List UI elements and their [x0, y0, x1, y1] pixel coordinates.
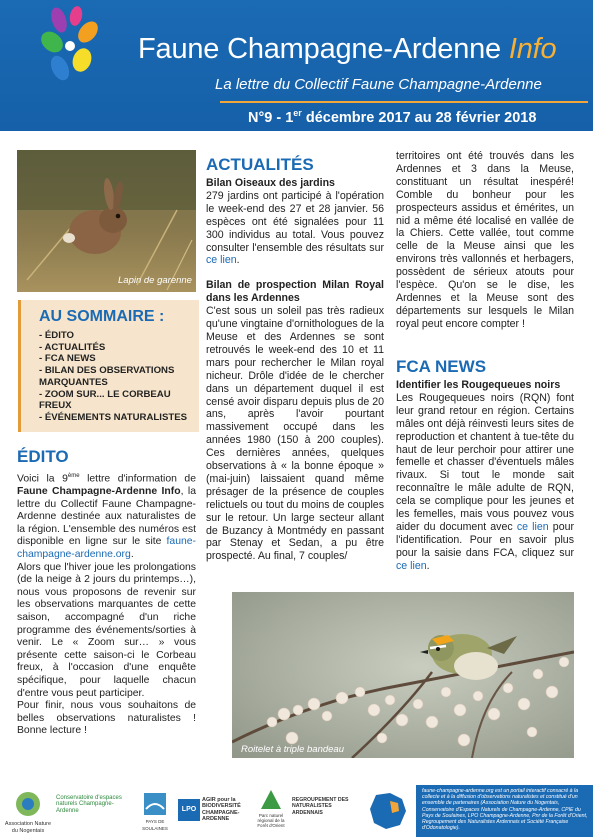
summary-item[interactable]: - FCA NEWS: [39, 353, 96, 365]
rabbit-photo: [17, 150, 196, 292]
newsletter-title: Faune Champagne-Ardenne Info: [138, 33, 557, 65]
footer: [0, 785, 593, 837]
logo-conservatoire: Conservatoire d'espaces naturels Champagne-Ardenne: [56, 795, 122, 814]
rabbit-caption: Lapin de garenne: [118, 275, 192, 286]
summary-item[interactable]: - BILAN DES OBSERVATIONS MARQUANTES: [39, 365, 175, 388]
article-title-milan: Bilan de prospection Milan Royal dans les Ardennes: [206, 279, 384, 305]
summary-item[interactable]: - ÉVÉNEMENTS NATURALISTES: [39, 411, 187, 423]
fca-news-title: Identifier les Rougequeues noirs: [396, 379, 561, 391]
fca-news-heading: FCA NEWS: [396, 357, 487, 376]
fca-news-text: Identifier les Rougequeues noirs Les Rougequeues noirs (RQN) font leur grand retour en région. Certains mâles ont déjà réinvesti leurs sites de reproduction et chantent à tue-tête du haut de leur perchoir pour attirer une femelle et chasser d'éventuels mâles rivaux. Si tout le monde sait reconnaître le mâle adulte de RQN, cela se complique pour les jeunes et les femelles, mais vous pouvez vous aider du document avec ce lien pour l'identification. Pour en savoir plus pour la saisie dans FCA, cliquez sur ce lien.: [396, 379, 575, 572]
summary-list: [39, 330, 197, 424]
edito-paragraph-3: Pour finir, nous vous souhaitons de belles observations naturalistes ! Bonne lecture !: [17, 700, 196, 737]
rqn-document-link[interactable]: ce lien: [516, 520, 549, 533]
summary-title: AU SOMMAIRE :: [39, 308, 165, 325]
logo-pnr-foret-orient: Parc naturel régional de la Forêt d'Orient: [252, 789, 290, 828]
forest-icon: [259, 789, 283, 811]
jardins-results-link[interactable]: ce lien: [206, 254, 237, 267]
newsletter-subtitle: La lettre du Collectif Faune Champagne-Ardenne: [215, 76, 542, 93]
article-milan-text: C'est sous un soleil pas très radieux qu'une vingtaine d'ornithologues de la Meuse et des Ardennes se sont retrouvés le week-end des 10 et 11 mars pour rechercher le Milan royal nicheur. Drôle d'idée de le chercher dans un département duquel il est censé avoir disparu depuis plus de 20 ans, après l'avoir pourtant massivement occupé dans les années 1980 (150 à 200 couples). Ces dernières années, quelques observations à « la bonne époque » (mai-juin) laissaient quand même présager de la présence de couples relictuels ou tout du moins de couples sur le retour. Un large secteur allant de Buzancy à Montmédy en passant par Stenay et Sedan, a pu être prospecté. Au final, 7 couples/: [206, 305, 384, 563]
edito-paragraph-1: Voici la 9ème lettre d'information de Faune Champagne-Ardenne Info, la lettre du Collectif Faune Champagne-Ardenne destinée aux naturalistes de la région. L'ensemble des numéros est disponible en ligne sur le site faune-champagne-ardenne.org.: [17, 473, 196, 561]
actualites-column: [206, 177, 384, 563]
issue-line: N°9 - 1er décembre 2017 au 28 février 2018: [248, 108, 537, 126]
bird-photo: [232, 592, 574, 758]
summary-item[interactable]: - ÉDITO: [39, 330, 75, 341]
logo-pays-soulaines: PAYS DE SOULAINES: [134, 791, 176, 832]
footer-description: faune-champagne-ardenne.org est un portail interactif consacré à la collecte et à la diffusion d'observations naturalistes et constitué d'un ensemble de partenaires (Association Nature du Nogentais, Conservatoire d'Espaces Naturels de Champagne-Ardenne, CPIE du Pays de Soulaines, LPO Champagne-Ardenne, Pnr de la Forêt d'Orient, Regroupement des Naturalistes Ardennais et Société Française d'Odonatologie).: [422, 788, 588, 832]
rabbit-image: [17, 150, 196, 292]
actualites-heading: ACTUALITÉS: [206, 155, 314, 174]
logo-agir-biodiversite: AGIR pour la BIODIVERSITÉ CHAMPAGNE-ARDENNE: [202, 797, 241, 822]
edito-paragraph-2: Alors que l'hiver joue les prolongations (de la neige à 2 jours du printemps…), nous vous proposons de revenir sur les observations marquantes de cette saison, accompagné d'un riche programme des événements/sorties à venir. Le « Zoom sur… » vous présente cette saison-ci le Corbeau freux, à l'occasion d'une enquête spécifique, pour laquelle chacun d'entre vous peut participer.: [17, 561, 196, 699]
milan-continued: territoires ont été trouvés dans les Ardennes et 3 dans la Meuse, constituant un résultat inespéré! Comble du bonheur pour les prospecteurs assidus et émérites, un nid a même été localisé en vallée de la Chiers. Cette vallée, tout comme celle de la Meuse ainsi que les environs très vallonnés et herbagers, possèdent de sérieux atouts pour l'espèce. Qu'on se le dise, les Ardennes et la Meuse sont des départements sur lesquels le Milan royal peut encore compter !: [396, 150, 574, 330]
article-jardins-text: 279 jardins ont participé à l'opération le week-end des 27 et 28 janvier. 56 espèces ont été signalées pour 11 300 individus au total. Vous pouvez consulter l'ensemble des résultats sur ce lien.: [206, 189, 384, 267]
summary-item[interactable]: - ACTUALITÉS: [39, 341, 106, 353]
firecrest-image: [232, 592, 574, 758]
site-link[interactable]: faune-champagne-ardenne.org: [17, 536, 196, 561]
logo-rna: REGROUPEMENT DES NATURALISTES ARDENNAIS: [292, 797, 349, 816]
edito-heading: ÉDITO: [17, 447, 69, 466]
summary-item[interactable]: - ZOOM SUR... LE CORBEAU FREUX: [39, 388, 171, 412]
france-map-icon: [366, 791, 410, 831]
header-divider: [220, 101, 588, 103]
fca-saisie-link[interactable]: ce lien: [396, 559, 427, 572]
partner-logos-strip: [0, 785, 416, 837]
butterfly-logo-icon: [34, 6, 112, 88]
article-title-jardins: Bilan Oiseaux des jardins: [206, 177, 335, 189]
summary-box: [18, 300, 199, 432]
logo-nature-nogentais: Association Nature du Nogentais: [3, 789, 53, 834]
nogentais-icon: [8, 789, 48, 819]
edito-text: [17, 470, 196, 738]
header-banner: [0, 0, 593, 131]
logo-lpo: LPO: [178, 799, 200, 821]
soulaines-icon: [142, 791, 168, 817]
bird-caption: Roitelet à triple bandeau: [241, 744, 344, 755]
